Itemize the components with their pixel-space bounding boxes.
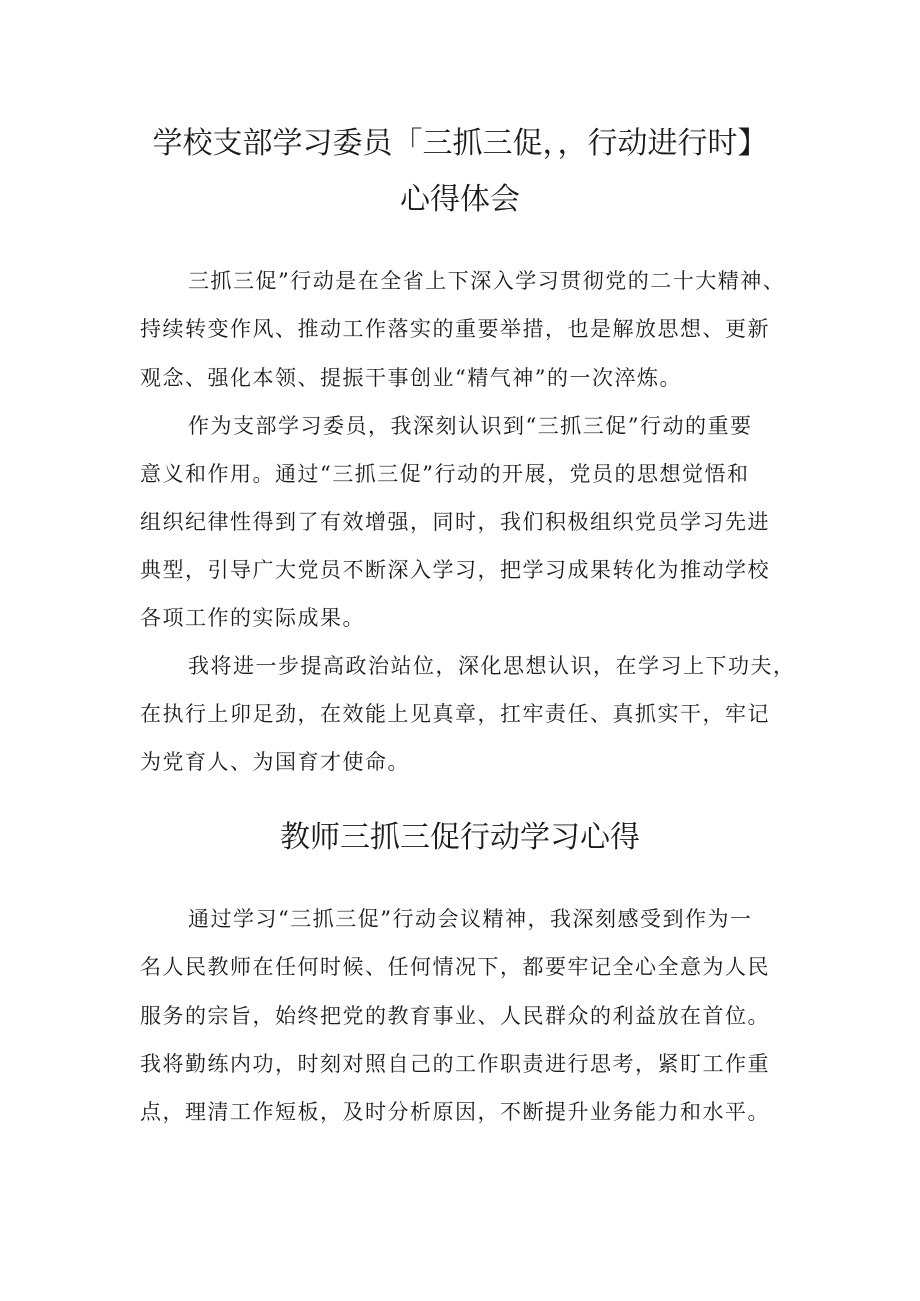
paragraph-line: 作为支部学习委员，我深刻认识到“三抓三促”行动的重要 [188,414,753,438]
paragraph-line: 通过学习“三抓三促”行动会议精神，我深刻感受到作为一 [188,907,753,931]
paragraph-line: 为党育人、为国育才使命。 [140,750,410,774]
section1-title-line2: 心得体会 [400,182,520,217]
paragraph-line: 名人民教师在任何时候、任何情况下，都要牢记全心全意为人民 [140,955,770,979]
paragraph-line: 在执行上卯足劲，在效能上见真章，扛牢责任、真抓实干，牢记 [140,702,770,726]
paragraph-line: 点，理清工作短板，及时分析原因，不断提升业务能力和水平。 [140,1100,770,1124]
paragraph-line: 组织纪律性得到了有效增强，同时，我们积极组织党员学习先进 [140,510,770,534]
section1-title-line1: 学校支部学习委员「三抓三促，，行动进行时】 [152,126,768,161]
paragraph-line: 各项工作的实际成果。 [140,606,365,630]
section2-title: 教师三抓三促行动学习心得 [280,820,640,855]
paragraph-line: 意义和作用。通过“三抓三促”行动的开展，党员的思想觉悟和 [140,462,750,486]
paragraph-line: 三抓三促”行动是在全省上下深入学习贯彻党的二十大精神、 [188,269,786,293]
paragraph-line: 服务的宗旨，始终把党的教育事业、人民群众的利益放在首位。 [140,1004,770,1028]
paragraph-line: 观念、强化本领、提振干事创业“精气神”的一次淬炼。 [140,366,682,390]
paragraph-line: 持续转变作风、推动工作落实的重要举措，也是解放思想、更新 [140,317,770,341]
paragraph-line: 我将进一步提高政治站位，深化思想认识，在学习上下功夫， [188,654,796,678]
paragraph-line: 典型，引导广大党员不断深入学习，把学习成果转化为推动学校 [140,558,770,582]
paragraph-line: 我将勤练内功，时刻对照自己的工作职责进行思考，紧盯工作重 [140,1052,770,1076]
